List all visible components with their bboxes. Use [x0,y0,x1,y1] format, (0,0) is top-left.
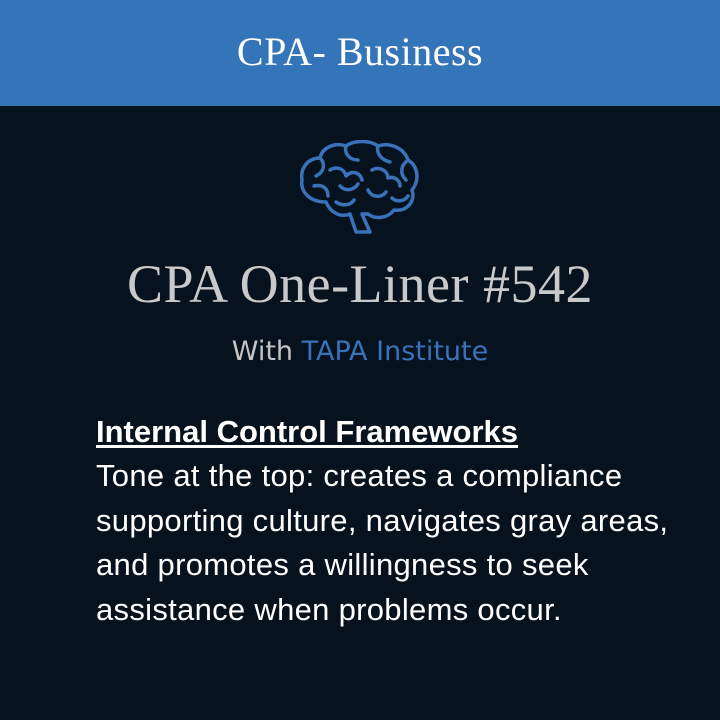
topic-heading: Internal Control Frameworks [96,414,519,449]
subtitle-brand: TAPA Institute [301,336,489,367]
brain-icon [296,140,422,236]
topic-body: Tone at the top: creates a compliance supporting culture, navigates gray areas, and promotes a willingness to seek assistance when problems occur. [96,458,669,627]
page-title: CPA One-Liner #542 [127,254,593,314]
subtitle-prefix: With [231,336,294,367]
subtitle [0,334,720,370]
content-block [96,410,706,632]
banner-title: CPA- Business [236,28,484,74]
header-banner [0,0,720,106]
